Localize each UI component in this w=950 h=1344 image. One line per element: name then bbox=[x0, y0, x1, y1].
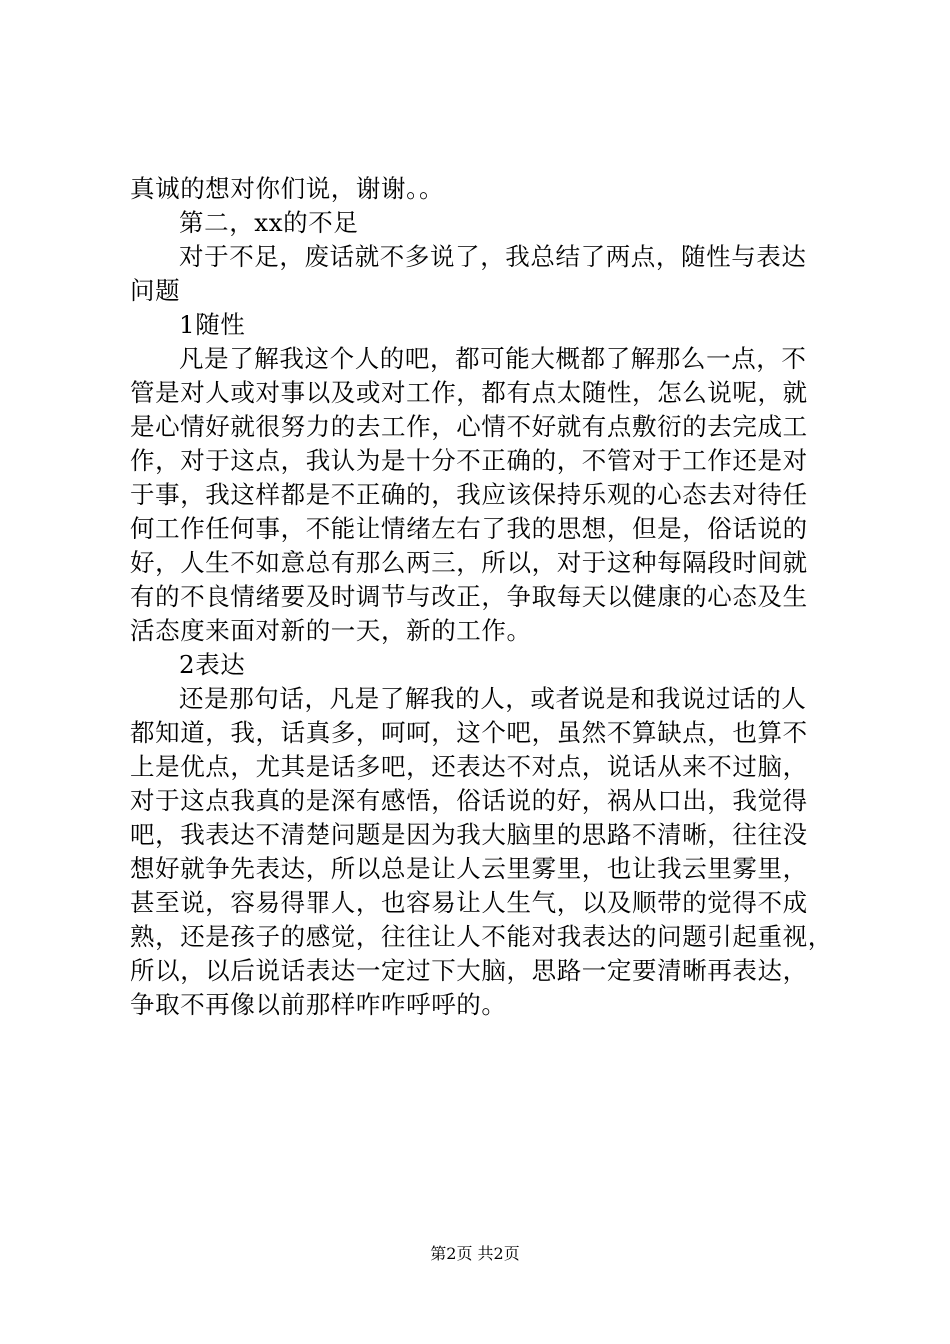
text-line: 管是对人或对事以及或对工作，都有点太随性，怎么说呢，就 bbox=[130, 378, 808, 407]
text-line: 争取不再像以前那样咋咋呼呼的。 bbox=[130, 990, 507, 1019]
subsection-heading: 1随性 bbox=[179, 310, 246, 339]
text-line: 吧，我表达不清楚问题是因为我大脑里的思路不清晰，往往没 bbox=[130, 820, 808, 849]
text-line: 所以，以后说话表达一定过下大脑，思路一定要清晰再表达， bbox=[130, 956, 808, 985]
document-body bbox=[130, 172, 845, 1022]
text-line: 甚至说，容易得罪人，也容易让人生气，以及顺带的觉得不成 bbox=[130, 888, 808, 917]
text-line: 上是优点，尤其是话多吧，还表达不对点，说话从来不过脑， bbox=[130, 752, 808, 781]
text-line: 活态度来面对新的一天，新的工作。 bbox=[130, 616, 532, 645]
section-heading: 第二，xx的不足 bbox=[179, 208, 359, 237]
text-line: 熟，还是孩子的感觉，往往让人不能对我表达的问题引起重视， bbox=[130, 922, 833, 951]
text-line: 想好就争先表达，所以总是让人云里雾里，也让我云里雾里， bbox=[130, 854, 808, 883]
text-line: 有的不良情绪要及时调节与改正，争取每天以健康的心态及生 bbox=[130, 582, 808, 611]
text-line: 何工作任何事，不能让情绪左右了我的思想，但是，俗话说的 bbox=[130, 514, 808, 543]
text-line: 作，对于这点，我认为是十分不正确的，不管对于工作还是对 bbox=[130, 446, 808, 475]
text-line: 好，人生不如意总有那么两三，所以，对于这种每隔段时间就 bbox=[130, 548, 808, 577]
text-line: 问题 bbox=[130, 276, 181, 305]
text-line: 真诚的想对你们说，谢谢。。 bbox=[130, 174, 445, 203]
text-line: 是心情好就很努力的去工作，心情不好就有点敷衍的去完成工 bbox=[130, 412, 808, 441]
text-line: 对于这点我真的是深有感悟，俗话说的好，祸从口出，我觉得 bbox=[130, 786, 808, 815]
text-line: 都知道，我，话真多，呵呵，这个吧，虽然不算缺点，也算不 bbox=[130, 718, 808, 747]
subsection-heading: 2表达 bbox=[179, 650, 246, 679]
page-number: 第2页 共2页 bbox=[430, 1244, 520, 1263]
text-line: 凡是了解我这个人的吧，都可能大概都了解那么一点，不 bbox=[179, 344, 807, 373]
text-line: 对于不足，废话就不多说了，我总结了两点，随性与表达 bbox=[179, 242, 807, 271]
text-line: 还是那句话，凡是了解我的人，或者说是和我说过话的人 bbox=[179, 684, 807, 713]
text-line: 于事，我这样都是不正确的，我应该保持乐观的心态去对待任 bbox=[130, 480, 808, 509]
